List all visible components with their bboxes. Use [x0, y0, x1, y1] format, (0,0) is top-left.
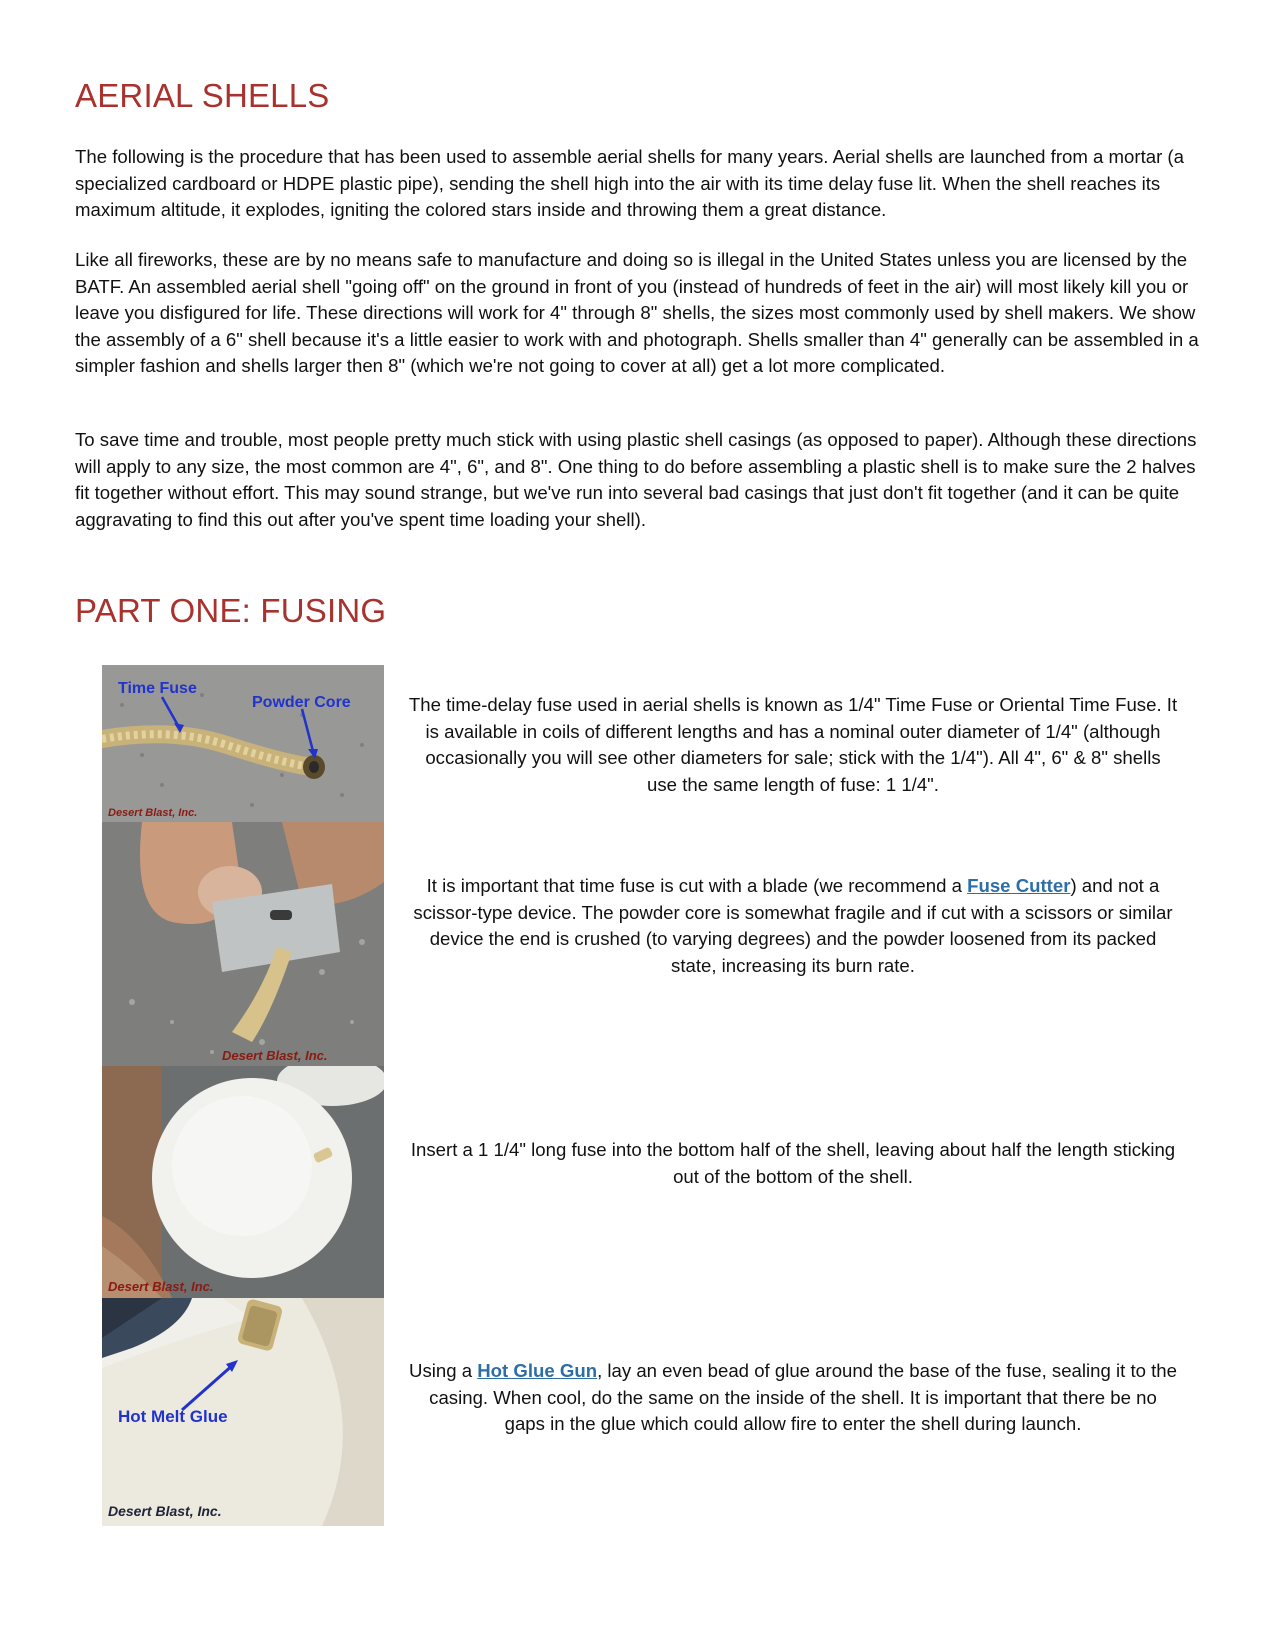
intro-paragraph-3: To save time and trouble, most people pretty much stick with using plastic shell casings (as opposed to paper). Although these directions will apply to any size, the most common are 4", 6", and 8". One thing to do before assembling a plastic shell is to make sure the 2 halves fit together without effort. This may sound strange, but we've run into several bad casings that just don't fit together (and it can be quite aggravating to find this out after you've spent time loading your shell). [75, 429, 1197, 530]
step-3-text: Insert a 1 1/4" long fuse into the bottom half of the shell, leaving about half the length sticking out of the bottom of the shell. [410, 1139, 1176, 1187]
powder-core-label: Powder Core [252, 694, 351, 711]
intro-paragraph-1: The following is the procedure that has been used to assemble aerial shells for many years. Aerial shells are launched from a mortar (a specialized cardboard or HDPE plastic pipe), sending the shell high into the air with its time delay fuse lit. When the shell reaches its maximum altitude, it explodes, igniting the colored stars inside and throwing them a great distance. [75, 146, 1184, 220]
time-fuse-illustration [102, 665, 384, 822]
shell-insert-photo [102, 1066, 384, 1298]
hot-glue-illustration [102, 1298, 384, 1526]
time-fuse-label: Time Fuse [118, 680, 197, 697]
hot-glue-photo [102, 1298, 384, 1526]
section-title-part-one-fusing: PART ONE: FUSING [75, 592, 387, 629]
step-4-text-before: Using a [409, 1360, 478, 1381]
shell-insert-illustration [102, 1066, 384, 1298]
step-4-text-after: , lay an even bead of glue around the base of the fuse, sealing it to the casing. When cool, do the same on the inside of the shell. It is important that there be no gaps in the glue which could allow fire to enter the shell during launch. [429, 1360, 1177, 1434]
intro-paragraph-2: Like all fireworks, these are by no means safe to manufacture and doing so is illegal in the United States unless you are licensed by the BATF. An assembled aerial shell "going off" on the ground in front of you (instead of hundreds of feet in the air) will most likely kill you or leave you disfigured for life. These directions will work for 4" through 8" shells, the sizes most commonly used by shell makers. We show the assembly of a 6" shell because it's a little easier to work with and photograph. Shells smaller than 4" generally can be assembled in a simpler fashion and shells larger then 8" (which we're not going to cover at all) get a lot more complicated. [75, 249, 1199, 376]
section-title-aerial-shells: AERIAL SHELLS [75, 77, 330, 114]
image-credit: Desert Blast, Inc. [108, 807, 198, 819]
fuse-cutter-link[interactable]: Fuse Cutter [967, 875, 1071, 896]
step-4-text [408, 1358, 1178, 1438]
cutting-fuse-photo [102, 822, 384, 1066]
step-2-text-after: ) and not a scissor-type device. The powder core is somewhat fragile and if cut with a scissors or similar device the end is crushed (to varying degrees) and the powder loosened from its packed state, increasing its burn rate. [413, 875, 1173, 976]
hot-melt-glue-label: Hot Melt Glue [118, 1407, 228, 1426]
cutting-fuse-illustration [102, 822, 384, 1066]
time-fuse-photo [102, 665, 384, 822]
image-credit: Desert Blast, Inc. [108, 1279, 214, 1294]
hot-glue-gun-link[interactable]: Hot Glue Gun [477, 1360, 598, 1381]
image-credit: Desert Blast, Inc. [108, 1503, 222, 1519]
step-2-text [408, 873, 1178, 979]
step-2-text-before: It is important that time fuse is cut with a blade (we recommend a [426, 875, 968, 896]
step-1-text: The time-delay fuse used in aerial shells is known as 1/4" Time Fuse or Oriental Time Fuse. It is available in coils of different lengths and has a nominal outer diameter of 1/4" (although occasionally you will see other diameters for sale; stick with the 1/4"). All 4", 6" & 8" shells use the same length of fuse: 1 1/4". [408, 694, 1178, 795]
image-credit: Desert Blast, Inc. [222, 1048, 328, 1063]
